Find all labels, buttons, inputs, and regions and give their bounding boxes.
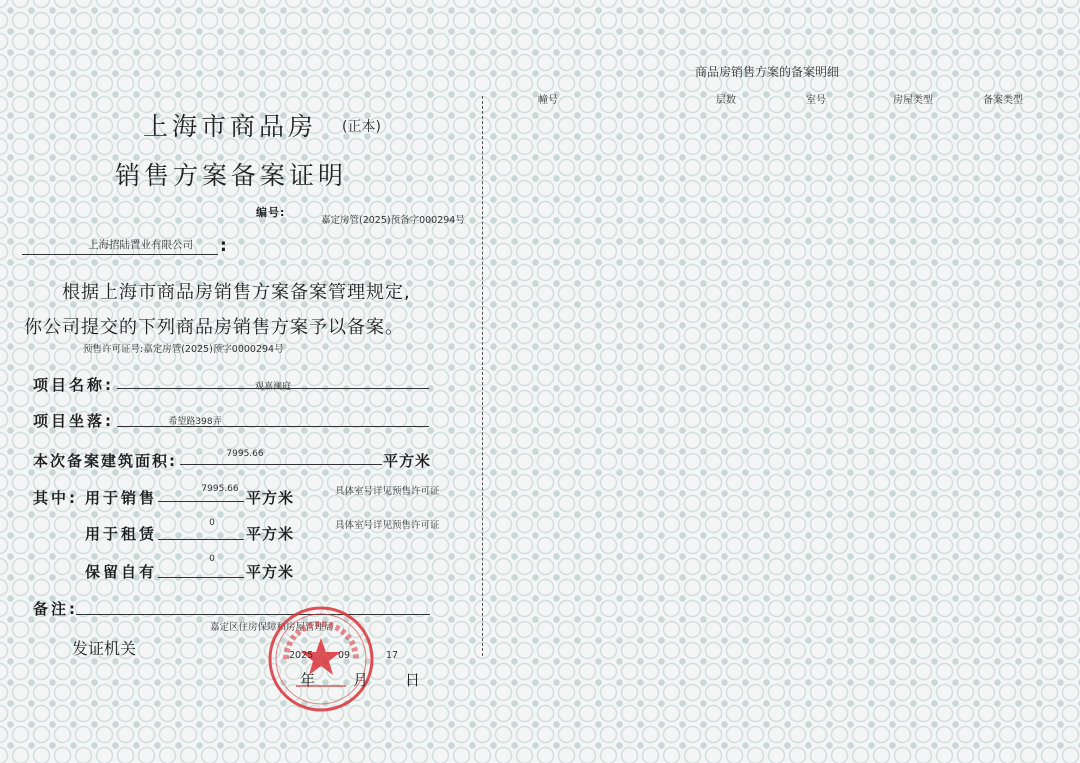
month-char: 月 — [353, 671, 369, 689]
issue-month-value: 09 — [338, 650, 351, 661]
rent-unit: 平方米 — [246, 525, 295, 543]
number-label: 编号: — [256, 206, 286, 219]
original-copy-mark: (正本) — [342, 119, 381, 135]
sale-label: 用于销售 — [85, 489, 158, 507]
project-location-label: 项目坐落: — [33, 412, 114, 430]
column-header-building: 幢号 — [538, 95, 558, 106]
sale-unit: 平方米 — [246, 489, 295, 507]
sale-note: 具体室号详见预售许可证 — [335, 486, 440, 497]
issuer-name: 嘉定区住房保障和房屋管理局 — [210, 622, 334, 633]
certificate-title-line2: 销售方案备案证明 — [115, 161, 348, 190]
project-name-value: 观嘉澜庭 — [254, 382, 291, 392]
sale-underline — [158, 501, 244, 502]
company-colon: : — [220, 236, 227, 256]
column-header-house-type: 房屋类型 — [893, 95, 933, 106]
area-label: 本次备案建筑面积: — [33, 452, 177, 470]
project-location-underline — [117, 426, 429, 427]
project-name-label: 项目名称: — [33, 376, 114, 394]
official-seal-icon — [266, 604, 376, 714]
year-char: 年 — [300, 671, 316, 689]
body-line-2: 你公司提交的下列商品房销售方案予以备案。 — [24, 317, 404, 338]
rent-note: 具体室号详见预售许可证 — [335, 520, 440, 531]
sale-value: 7995.66 — [201, 484, 239, 494]
remarks-underline — [76, 614, 430, 615]
rent-value: 0 — [209, 518, 215, 528]
column-header-room: 室号 — [806, 95, 826, 106]
issue-day-value: 17 — [386, 650, 399, 661]
issue-year-value: 2025 — [289, 650, 314, 661]
column-header-filing-type: 备案类型 — [983, 95, 1023, 106]
reserve-unit: 平方米 — [246, 563, 295, 581]
area-unit: 平方米 — [383, 452, 432, 470]
presale-permit-number: 预售许可证号:嘉定房管(2025)预字0000294号 — [83, 344, 284, 355]
reserve-value: 0 — [209, 554, 215, 564]
issuer-label: 发证机关 — [72, 639, 137, 658]
area-underline — [180, 464, 382, 465]
column-header-floors: 层数 — [716, 95, 736, 106]
among-label: 其中: — [33, 489, 78, 507]
reserve-label: 保留自有 — [85, 563, 158, 581]
certificate-title-line1: 上海市商品房 — [143, 112, 318, 141]
project-location-value: 希望路398弄 — [168, 417, 222, 427]
area-value: 7995.66 — [226, 449, 264, 459]
rent-label: 用于租赁 — [85, 525, 158, 543]
remarks-label: 备注: — [33, 600, 78, 618]
detail-list-title: 商品房销售方案的备案明细 — [695, 65, 840, 79]
rent-underline — [158, 539, 244, 540]
certificate-number: 嘉定房管(2025)预备字000294号 — [321, 215, 465, 226]
project-name-underline — [117, 388, 429, 389]
company-name: 上海招陆置业有限公司 — [88, 239, 193, 251]
page-fold-divider — [482, 96, 483, 656]
reserve-underline — [158, 577, 244, 578]
day-char: 日 — [405, 671, 421, 689]
company-underline — [22, 254, 218, 255]
body-line-1: 根据上海市商品房销售方案备案管理规定, — [62, 282, 411, 303]
